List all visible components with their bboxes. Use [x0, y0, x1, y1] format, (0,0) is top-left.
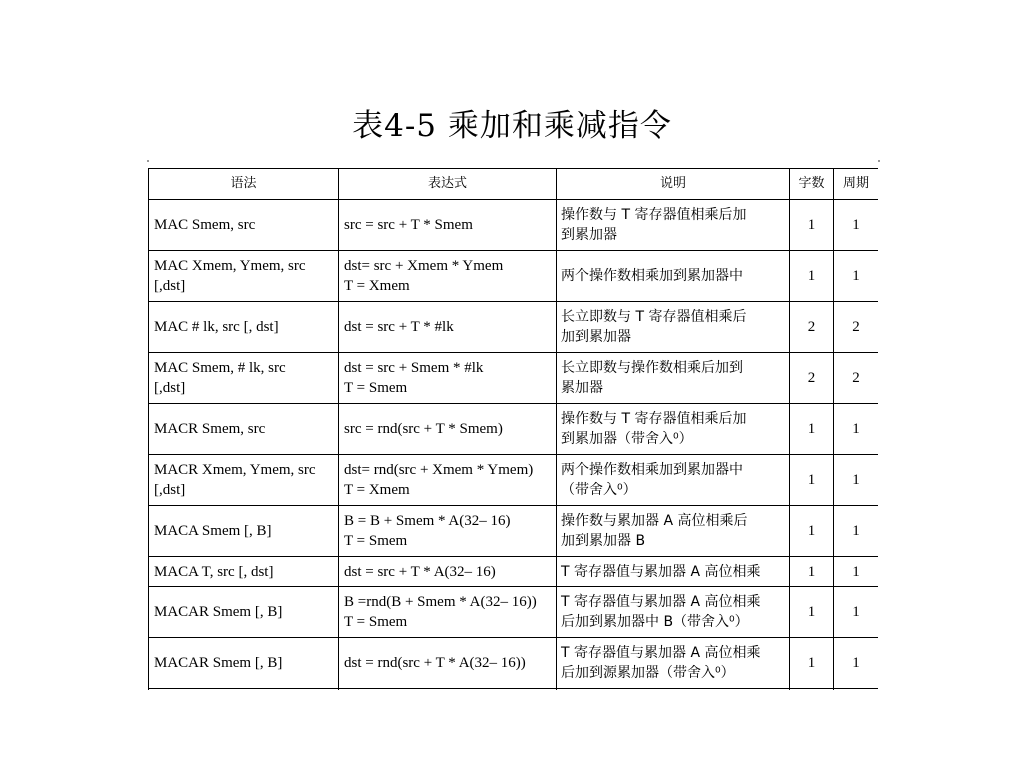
description-cell	[557, 455, 790, 506]
words-cell: 1	[790, 557, 834, 587]
expression-cell	[339, 506, 557, 557]
description-cell	[557, 404, 790, 455]
table-row	[149, 200, 879, 251]
empty-cell	[834, 689, 879, 691]
description-cell-line: T 寄存器值与累加器 A 高位相乘	[561, 645, 761, 661]
words-cell: 1	[790, 455, 834, 506]
table-row	[149, 557, 879, 587]
description-cell-line: 累加器	[561, 380, 603, 396]
expression-cell-line: T = Smem	[344, 380, 408, 396]
expression-cell	[339, 302, 557, 353]
words-cell: 1	[790, 251, 834, 302]
empty-cell	[339, 689, 557, 691]
table-row	[149, 587, 879, 638]
description-cell-line: 到累加器（带舍入⁰）	[561, 431, 693, 447]
expression-cell-line: src = rnd(src + T * Smem)	[344, 421, 503, 437]
expression-cell-line: B =rnd(B + Smem * A(32– 16))	[344, 594, 537, 610]
header-syntax: 语法	[149, 169, 339, 200]
description-cell-line: （带舍入⁰）	[561, 482, 637, 498]
cycles-cell: 1	[834, 506, 879, 557]
description-cell	[557, 200, 790, 251]
page-title: 表4-5 乘加和乘减指令	[352, 108, 672, 144]
words-cell: 1	[790, 587, 834, 638]
expression-cell-line: dst= rnd(src + Xmem * Ymem)	[344, 462, 534, 478]
header-words: 字数	[790, 169, 834, 200]
syntax-cell-line: MACA Smem [, B]	[154, 523, 272, 539]
expression-cell-line: dst = src + T * A(32– 16)	[344, 563, 496, 580]
corner-mark-right	[878, 160, 880, 162]
syntax-cell	[149, 506, 339, 557]
description-cell-line: 到累加器	[561, 227, 617, 243]
expression-cell-line: T = Xmem	[344, 482, 410, 498]
syntax-cell	[149, 587, 339, 638]
expression-cell	[339, 557, 557, 587]
table-row-continuation	[149, 689, 879, 691]
syntax-cell	[149, 455, 339, 506]
empty-cell	[557, 689, 790, 691]
syntax-cell	[149, 200, 339, 251]
description-cell-line: T 寄存器值与累加器 A 高位相乘	[561, 594, 761, 610]
expression-cell-line: B = B + Smem * A(32– 16)	[344, 513, 511, 529]
cycles-cell: 2	[834, 302, 879, 353]
expression-cell-line: T = Smem	[344, 614, 408, 630]
syntax-cell	[149, 251, 339, 302]
words-cell: 1	[790, 506, 834, 557]
table-row	[149, 251, 879, 302]
cycles-cell: 1	[834, 200, 879, 251]
words-cell: 2	[790, 302, 834, 353]
expression-cell-line: dst = src + Smem * #lk	[344, 360, 484, 376]
description-cell-line: 操作数与 T 寄存器值相乘后加	[561, 411, 747, 427]
expression-cell	[339, 404, 557, 455]
table-row	[149, 638, 879, 689]
syntax-cell	[149, 638, 339, 689]
syntax-cell-line: MACAR Smem [, B]	[154, 604, 283, 620]
syntax-cell	[149, 353, 339, 404]
description-cell-line: T 寄存器值与累加器 A 高位相乘	[561, 563, 761, 580]
words-cell: 1	[790, 404, 834, 455]
words-cell: 2	[790, 353, 834, 404]
table-row	[149, 302, 879, 353]
description-cell-line: 加到累加器 B	[561, 533, 646, 549]
table-header-row	[149, 169, 879, 200]
description-cell-line: 后加到源累加器（带舍入⁰）	[561, 665, 735, 681]
table-row	[149, 353, 879, 404]
table-row	[149, 506, 879, 557]
words-cell: 1	[790, 200, 834, 251]
description-cell-line: 两个操作数相乘加到累加器中	[561, 462, 743, 478]
description-cell-line: 长立即数与操作数相乘后加到	[561, 360, 743, 376]
syntax-cell-line: MAC Xmem, Ymem, src	[154, 258, 306, 274]
expression-cell	[339, 587, 557, 638]
expression-cell-line: dst = src + T * #lk	[344, 319, 454, 335]
description-cell-line: 操作数与累加器 A 高位相乘后	[561, 513, 748, 529]
description-cell-line: 长立即数与 T 寄存器值相乘后	[561, 309, 747, 325]
header-description: 说明	[557, 169, 790, 200]
syntax-cell-line: MACAR Smem [, B]	[154, 655, 283, 671]
syntax-cell-line: MAC # lk, src [, dst]	[154, 319, 279, 335]
cycles-cell: 1	[834, 455, 879, 506]
description-cell	[557, 353, 790, 404]
syntax-cell-line: MACA T, src [, dst]	[154, 563, 274, 580]
expression-cell-line: dst= src + Xmem * Ymem	[344, 258, 504, 274]
cycles-cell: 1	[834, 557, 879, 587]
cycles-cell: 1	[834, 587, 879, 638]
words-cell: 1	[790, 638, 834, 689]
expression-cell-line: src = src + T * Smem	[344, 217, 473, 233]
cycles-cell: 1	[834, 251, 879, 302]
description-cell-line: 加到累加器	[561, 329, 631, 345]
description-cell-line: 后加到累加器中 B（带舍入⁰）	[561, 614, 749, 630]
cycles-cell: 2	[834, 353, 879, 404]
description-cell	[557, 506, 790, 557]
empty-cell	[149, 689, 339, 691]
expression-cell	[339, 251, 557, 302]
expression-cell	[339, 638, 557, 689]
description-cell	[557, 251, 790, 302]
syntax-cell-line: MACR Smem, src	[154, 421, 266, 437]
table-row	[149, 455, 879, 506]
description-cell	[557, 587, 790, 638]
syntax-cell-line: [,dst]	[154, 380, 186, 396]
syntax-cell	[149, 557, 339, 587]
syntax-cell-line: MACR Xmem, Ymem, src	[154, 462, 316, 478]
header-cycles: 周期	[834, 169, 879, 200]
description-cell-line: 两个操作数相乘加到累加器中	[561, 268, 743, 284]
header-expression: 表达式	[339, 169, 557, 200]
expression-cell	[339, 455, 557, 506]
syntax-cell	[149, 404, 339, 455]
expression-cell-line: dst = rnd(src + T * A(32– 16))	[344, 655, 526, 671]
table-body	[149, 200, 879, 691]
empty-cell	[790, 689, 834, 691]
description-cell	[557, 302, 790, 353]
syntax-cell-line: [,dst]	[154, 482, 186, 498]
cycles-cell: 1	[834, 638, 879, 689]
instruction-table	[148, 168, 878, 690]
expression-cell	[339, 200, 557, 251]
description-cell	[557, 557, 790, 587]
instruction-table-wrapper	[148, 168, 878, 690]
cycles-cell: 1	[834, 404, 879, 455]
description-cell-line: 操作数与 T 寄存器值相乘后加	[561, 207, 747, 223]
description-cell	[557, 638, 790, 689]
expression-cell	[339, 353, 557, 404]
corner-mark-left	[147, 160, 149, 162]
syntax-cell-line: MAC Smem, # lk, src	[154, 360, 286, 376]
syntax-cell-line: [,dst]	[154, 278, 186, 294]
syntax-cell-line: MAC Smem, src	[154, 217, 256, 233]
syntax-cell	[149, 302, 339, 353]
table-row	[149, 404, 879, 455]
expression-cell-line: T = Xmem	[344, 278, 410, 294]
expression-cell-line: T = Smem	[344, 533, 408, 549]
